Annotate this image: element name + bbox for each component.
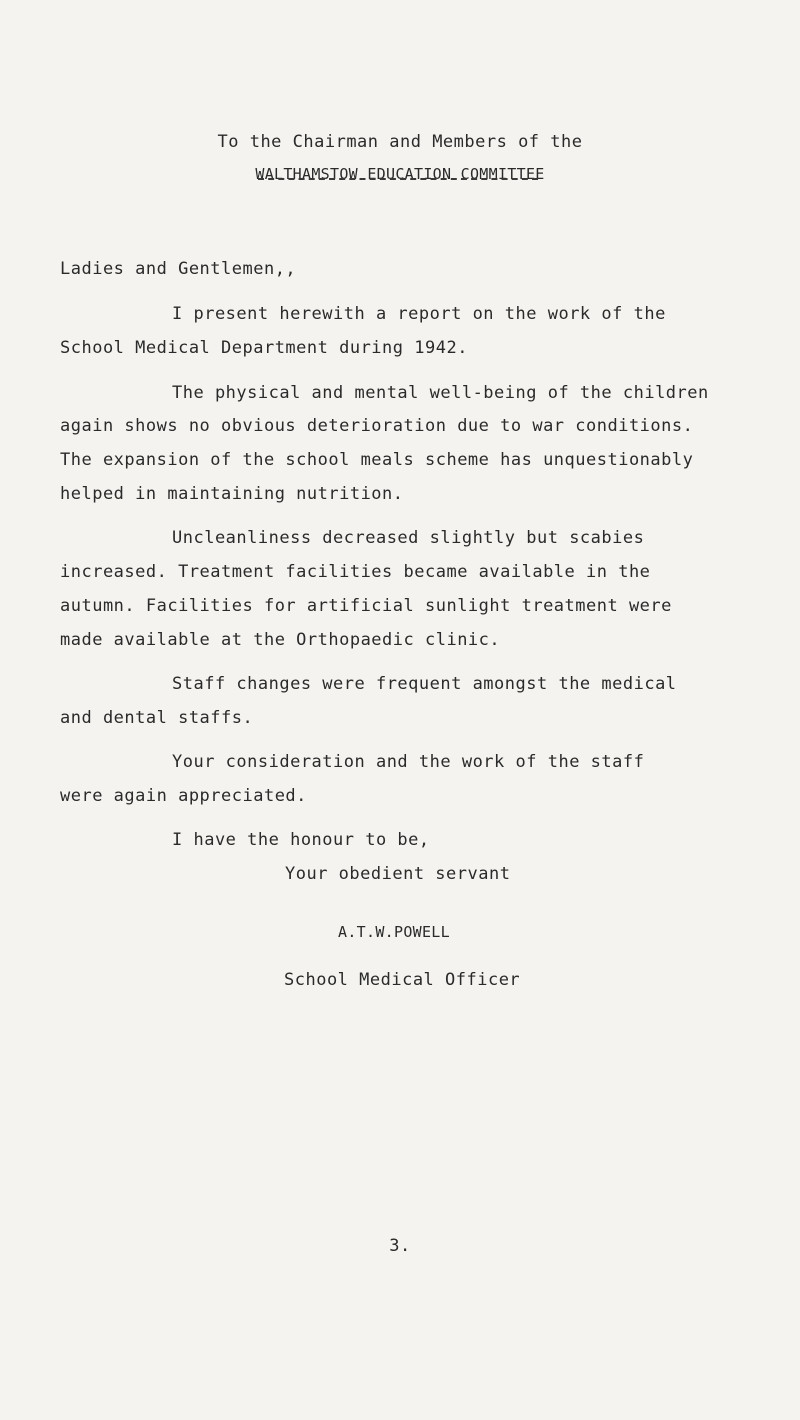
paragraph-3-line-3: autumn. Facilities for artificial sunlight treatment were <box>60 596 672 616</box>
paragraph-3-line-4: made available at the Orthopaedic clinic. <box>60 630 501 650</box>
header-line-1: To the Chairman and Members of the <box>217 132 583 152</box>
closing-servant: Your obedient servant <box>285 864 511 884</box>
paragraph-2-line-2: again shows no obvious deterioration due to war conditions. <box>60 416 694 436</box>
salutation: Ladies and Gentlemen,, <box>60 259 297 279</box>
paragraph-4-line-1: Staff changes were frequent amongst the medical <box>172 674 677 694</box>
paragraph-2-line-4: helped in maintaining nutrition. <box>60 484 404 504</box>
signatory-name: A.T.W.POWELL <box>338 923 450 941</box>
paragraph-2-line-1: The physical and mental well-being of the children <box>172 383 709 403</box>
paragraph-5-line-1: Your consideration and the work of the staff <box>172 752 645 772</box>
paragraph-2-line-3: The expansion of the school meals scheme has unquestionably <box>60 450 694 470</box>
page-number: 3. <box>389 1236 411 1256</box>
header-divider <box>258 178 538 180</box>
paragraph-3-line-1: Uncleanliness decreased slightly but scabies <box>172 528 645 548</box>
signatory-title: School Medical Officer <box>284 970 521 990</box>
header-line-2: WALTHAMSTOW EDUCATION COMMITTEE <box>255 165 545 183</box>
paragraph-1-line-1: I present herewith a report on the work of the <box>172 304 666 324</box>
paragraph-1-line-2: School Medical Department during 1942. <box>60 338 468 358</box>
paragraph-3-line-2: increased. Treatment facilities became available in the <box>60 562 651 582</box>
paragraph-5-line-2: were again appreciated. <box>60 786 307 806</box>
closing-honour: I have the honour to be, <box>172 830 430 850</box>
paragraph-4-line-2: and dental staffs. <box>60 708 254 728</box>
